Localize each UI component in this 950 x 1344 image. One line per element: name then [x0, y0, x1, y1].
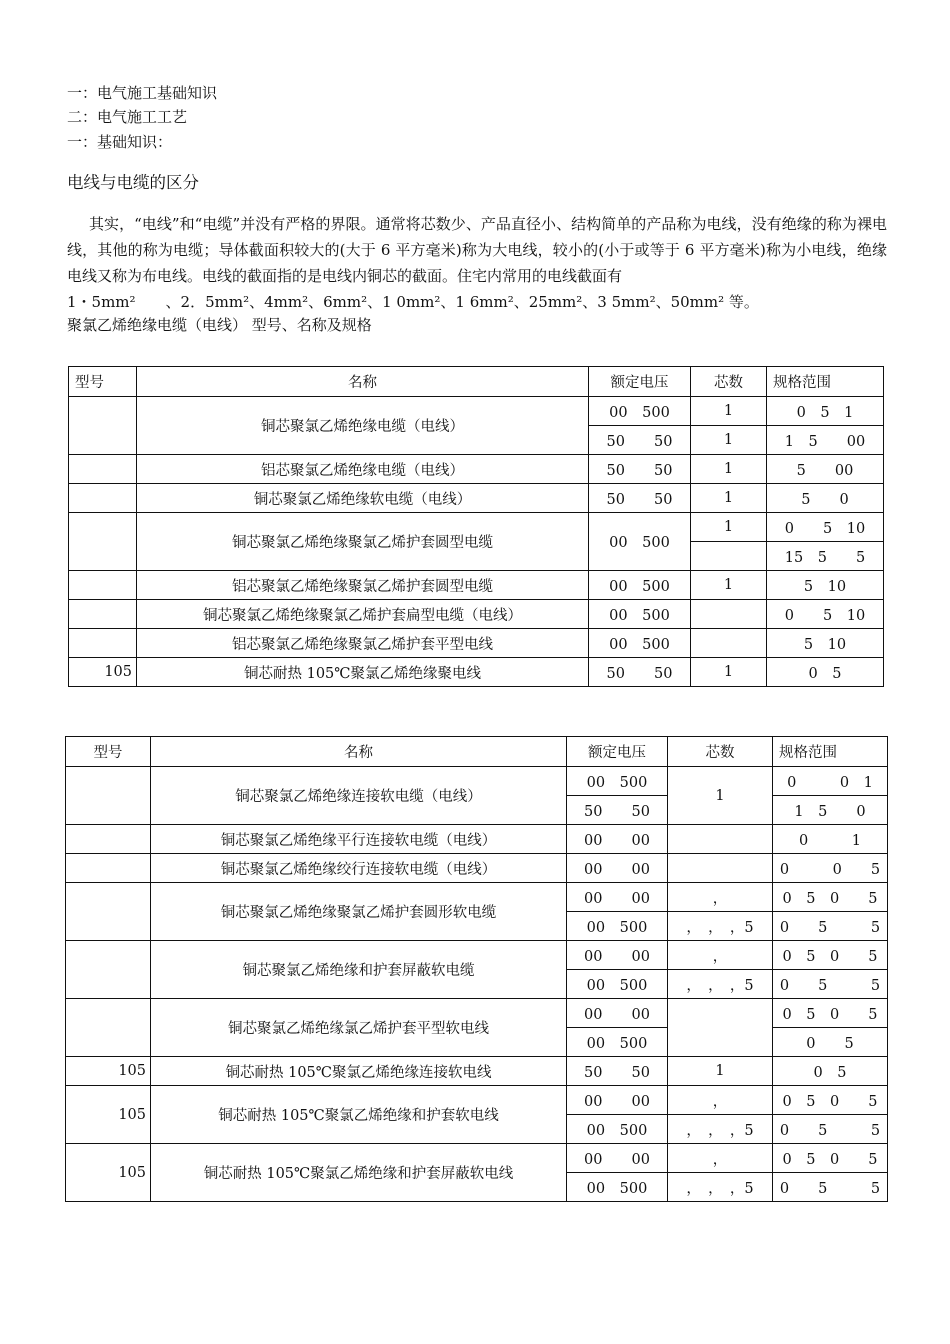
cores-cell: 1 — [691, 658, 767, 687]
range-cell: 0 5 0 5 — [773, 883, 888, 912]
name-cell: 铜芯聚氯乙烯绝缘电缆（电线） — [137, 397, 589, 455]
table-row — [66, 941, 888, 970]
range-cell: 0 1 — [773, 825, 888, 854]
header-voltage: 额定电压 — [589, 367, 691, 397]
range-cell: 15 5 5 — [767, 542, 884, 571]
cores-cell — [691, 542, 767, 571]
cores-cell: ， — [668, 1086, 773, 1115]
section-title: 电线与电缆的区分 — [67, 173, 199, 192]
voltage-cell: 00 500 — [567, 1173, 668, 1202]
voltage-cell: 00 500 — [589, 629, 691, 658]
table-row — [66, 825, 888, 854]
model-cell — [69, 455, 137, 484]
table-row — [69, 629, 884, 658]
name-cell: 铜芯耐热 105℃聚氯乙烯绝缘连接软电线 — [151, 1057, 567, 1086]
header-cores: 芯数 — [691, 367, 767, 397]
name-cell: 铜芯聚氯乙烯绝缘软电缆（电线） — [137, 484, 589, 513]
range-cell: 0 5 5 — [773, 912, 888, 941]
cores-cell: 1 — [691, 397, 767, 426]
cores-cell: 1 — [668, 767, 773, 825]
table-header-row — [66, 737, 888, 767]
range-cell: 0 5 10 — [767, 513, 884, 542]
name-cell: 铜芯聚氯乙烯绝缘和护套屏蔽软电缆 — [151, 941, 567, 999]
voltage-cell: 00 00 — [567, 999, 668, 1028]
name-cell: 铝芯聚氯乙烯绝缘电缆（电线） — [137, 455, 589, 484]
range-cell: 0 5 1 — [767, 397, 884, 426]
table-row — [69, 484, 884, 513]
model-cell — [69, 397, 137, 455]
voltage-cell: 00 00 — [567, 825, 668, 854]
spec-table-1 — [68, 366, 884, 687]
voltage-cell: 50 50 — [589, 658, 691, 687]
name-cell: 铜芯聚氯乙烯绝缘平行连接软电缆（电线） — [151, 825, 567, 854]
table-row — [69, 571, 884, 600]
voltage-cell: 50 50 — [567, 796, 668, 825]
table-row — [66, 1144, 888, 1173]
cores-cell — [668, 825, 773, 854]
cores-cell: ， ， ，5 — [668, 1115, 773, 1144]
cores-cell: 1 — [691, 571, 767, 600]
voltage-cell: 00 00 — [567, 1086, 668, 1115]
table-row — [66, 1086, 888, 1115]
model-cell — [66, 854, 151, 883]
header-cores: 芯数 — [668, 737, 773, 767]
cores-cell: 1 — [668, 1057, 773, 1086]
range-cell: 5 00 — [767, 455, 884, 484]
cores-cell: 1 — [691, 513, 767, 542]
range-cell: 0 5 0 5 — [773, 999, 888, 1028]
header-range: 规格范围 — [773, 737, 888, 767]
spec-table-2 — [65, 736, 888, 1202]
model-cell — [66, 941, 151, 999]
cores-cell — [668, 999, 773, 1057]
name-cell: 铜芯聚氯乙烯绝缘聚氯乙烯护套扁型电缆（电线） — [137, 600, 589, 629]
voltage-cell: 00 500 — [589, 397, 691, 426]
voltage-cell: 00 500 — [567, 767, 668, 796]
range-cell: 5 10 — [767, 629, 884, 658]
voltage-cell: 00 00 — [567, 941, 668, 970]
heading-electrical-process: 二：电气施工工艺 — [67, 108, 188, 126]
table-row — [69, 455, 884, 484]
voltage-cell: 50 50 — [589, 455, 691, 484]
name-cell: 铝芯聚氯乙烯绝缘聚氯乙烯护套平型电线 — [137, 629, 589, 658]
range-cell: 0 5 0 5 — [773, 941, 888, 970]
cores-cell: 1 — [691, 484, 767, 513]
cores-cell: ， — [668, 1144, 773, 1173]
range-cell: 0 0 5 — [773, 854, 888, 883]
cores-cell: ， — [668, 941, 773, 970]
table-row — [66, 883, 888, 912]
cores-cell — [668, 854, 773, 883]
name-cell: 铜芯耐热 105℃聚氯乙烯绝缘聚电线 — [137, 658, 589, 687]
range-cell: 0 5 — [773, 1057, 888, 1086]
model-cell — [66, 767, 151, 825]
range-cell: 0 5 5 — [773, 1115, 888, 1144]
voltage-cell: 50 50 — [589, 484, 691, 513]
name-cell: 铜芯聚氯乙烯绝缘聚氯乙烯护套圆型电缆 — [137, 513, 589, 571]
cores-cell: ， — [668, 883, 773, 912]
model-cell — [69, 629, 137, 658]
range-cell: 0 5 0 5 — [773, 1086, 888, 1115]
name-cell: 铜芯聚氯乙烯绝缘连接软电缆（电线） — [151, 767, 567, 825]
model-cell — [69, 600, 137, 629]
voltage-cell: 00 500 — [589, 600, 691, 629]
header-model: 型号 — [66, 737, 151, 767]
table-row — [66, 854, 888, 883]
range-cell: 1 5 00 — [767, 426, 884, 455]
cores-cell: ， ， ，5 — [668, 970, 773, 999]
range-cell: 0 5 — [767, 658, 884, 687]
table-row — [69, 397, 884, 426]
wire-sizes-line: 1・5mm² 、2．5mm²、4mm²、6mm²、1 0mm²、1 6mm²、25mm²、3 5mm²、50mm² 等。 — [67, 293, 759, 311]
cores-cell: ， ， ，5 — [668, 912, 773, 941]
cores-cell — [691, 629, 767, 658]
model-cell — [69, 571, 137, 600]
name-cell: 铜芯耐热 105℃聚氯乙烯绝缘和护套软电线 — [151, 1086, 567, 1144]
name-cell: 铜芯聚氯乙烯绝缘绞行连接软电缆（电线） — [151, 854, 567, 883]
model-cell: 105 — [69, 658, 137, 687]
table-row — [66, 767, 888, 796]
range-cell: 0 5 5 — [773, 970, 888, 999]
model-cell — [66, 825, 151, 854]
range-cell: 0 0 1 — [773, 767, 888, 796]
voltage-cell: 00 00 — [567, 883, 668, 912]
voltage-cell: 00 00 — [567, 1144, 668, 1173]
voltage-cell: 00 500 — [589, 513, 691, 571]
cores-cell: ， ， ，5 — [668, 1173, 773, 1202]
voltage-cell: 00 500 — [567, 1115, 668, 1144]
cores-cell — [691, 600, 767, 629]
model-cell — [66, 999, 151, 1057]
range-cell: 1 5 0 — [773, 796, 888, 825]
model-cell: 105 — [66, 1057, 151, 1086]
header-range: 规格范围 — [767, 367, 884, 397]
model-cell — [69, 484, 137, 513]
table-row — [66, 999, 888, 1028]
voltage-cell: 00 00 — [567, 854, 668, 883]
model-cell — [69, 513, 137, 571]
range-cell: 0 5 — [773, 1028, 888, 1057]
header-model: 型号 — [69, 367, 137, 397]
model-cell: 105 — [66, 1144, 151, 1202]
range-cell: 0 5 5 — [773, 1173, 888, 1202]
voltage-cell: 50 50 — [567, 1057, 668, 1086]
heading-basic-knowledge: 一：基础知识： — [67, 133, 173, 151]
range-cell: 0 5 10 — [767, 600, 884, 629]
cores-cell: 1 — [691, 426, 767, 455]
cores-cell: 1 — [691, 455, 767, 484]
name-cell: 铜芯聚氯乙烯绝缘聚氯乙烯护套圆形软电缆 — [151, 883, 567, 941]
voltage-cell: 00 500 — [567, 912, 668, 941]
table1-caption: 聚氯乙烯绝缘电缆（电线） 型号、名称及规格 — [67, 316, 372, 334]
name-cell: 铜芯聚氯乙烯绝缘氯乙烯护套平型软电线 — [151, 999, 567, 1057]
voltage-cell: 00 500 — [567, 1028, 668, 1057]
range-cell: 5 10 — [767, 571, 884, 600]
table-row — [66, 1057, 888, 1086]
table-row — [69, 513, 884, 542]
intro-paragraph: 其实，“电线”和“电缆”并没有严格的界限。通常将芯数少、产品直径小、结构简单的产品称为电线，没有绝缘的称为裸电线，其他的称为电缆；导体截面积较大的(大于 6 平方毫米)称为大电线，较小的(小于或等于 6 平方毫米)称为小电线，绝缘电线又称为布电线。电线的截面指的是电线内铜芯的截面。住宅内常用的电线截面有 — [67, 215, 887, 285]
table-header-row — [69, 367, 884, 397]
header-name: 名称 — [151, 737, 567, 767]
voltage-cell: 50 50 — [589, 426, 691, 455]
heading-electrical-basics: 一：电气施工基础知识 — [67, 84, 218, 102]
range-cell: 5 0 — [767, 484, 884, 513]
range-cell: 0 5 0 5 — [773, 1144, 888, 1173]
model-cell — [66, 883, 151, 941]
model-cell: 105 — [66, 1086, 151, 1144]
header-voltage: 额定电压 — [567, 737, 668, 767]
table-row — [69, 600, 884, 629]
name-cell: 铜芯耐热 105℃聚氯乙烯绝缘和护套屏蔽软电线 — [151, 1144, 567, 1202]
voltage-cell: 00 500 — [589, 571, 691, 600]
table-row — [69, 658, 884, 687]
header-name: 名称 — [137, 367, 589, 397]
voltage-cell: 00 500 — [567, 970, 668, 999]
name-cell: 铝芯聚氯乙烯绝缘聚氯乙烯护套圆型电缆 — [137, 571, 589, 600]
